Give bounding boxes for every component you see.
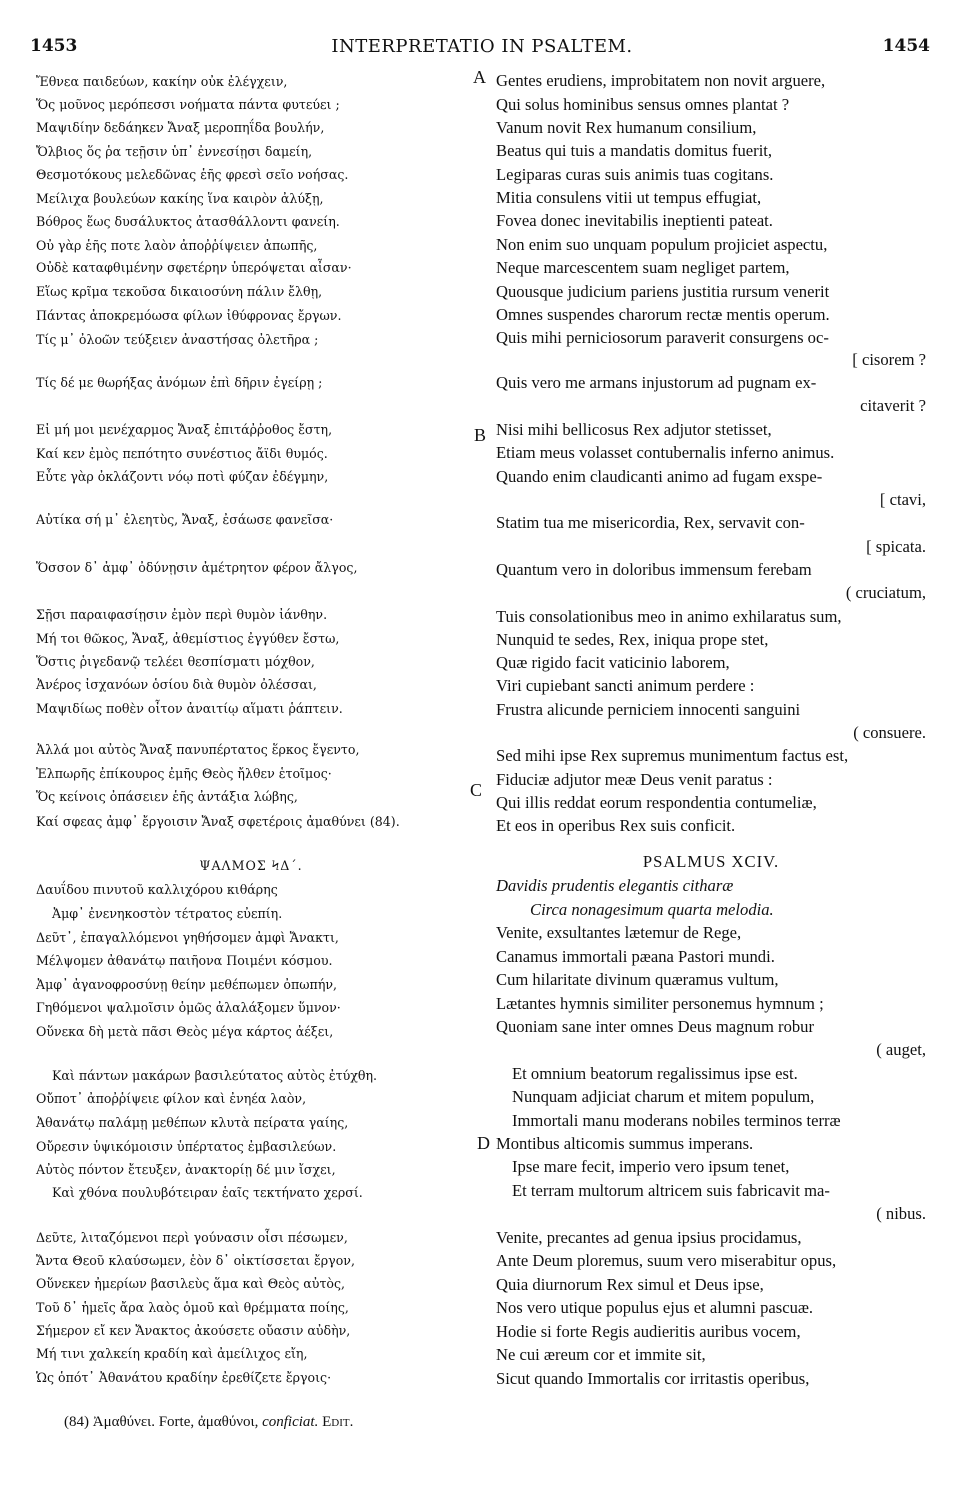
- latin-verse-line: Statim tua me misericordia, Rex, servavit con-: [496, 513, 805, 532]
- greek-verse-line: Αὐτίκα σή μ᾽ ἐλεητὺς, Ἄναξ, ἐσάωσε φανεῖσα·: [36, 512, 334, 527]
- latin-verse-line: Lætantes hymnis similiter personemus hymnum ;: [496, 994, 824, 1013]
- latin-verse-line: Quia diurnorum Rex simul et Deus ipse,: [496, 1275, 764, 1294]
- greek-verse-line: Μαψιδίην δεδάηκεν Ἄναξ μεροπηΐδα βουλήν,: [36, 120, 325, 135]
- latin-verse-line: Ne cui æreum cor et immite sit,: [496, 1345, 706, 1364]
- greek-verse-line: Ἀμφ᾽ ἀγανοφροσύνῃ θείην μεθέπωμεν ὀπωπήν,: [36, 977, 338, 992]
- latin-verse-line: Quæ rigido facit vaticinio laborem,: [496, 653, 730, 672]
- latin-verse-line: Nisi mihi bellicosus Rex adjutor stetisset,: [496, 420, 772, 439]
- latin-verse-line: Venite, exsultantes lætemur de Rege,: [496, 923, 742, 942]
- greek-verse-line: Μαψιδίως ποθὲν οἶτον ἀναιτίῳ αἵματι ῥάπτειν.: [36, 701, 343, 716]
- page-header: [0, 36, 964, 62]
- latin-verse-line: Quando enim claudicanti animo ad fugam exspe-: [496, 467, 823, 486]
- footnote-number: (84): [64, 1414, 89, 1430]
- latin-verse-line: Montibus alticomis summus imperans.: [496, 1134, 754, 1153]
- page-number-left: 1453: [30, 36, 78, 56]
- latin-verse-line: Quis vero me armans injustorum ad pugnam ex-: [496, 373, 817, 392]
- latin-verse-line: Nunquid te sedes, Rex, iniqua prope stet,: [496, 630, 769, 649]
- latin-verse-line: ( cruciatum,: [845, 583, 926, 602]
- greek-verse-line: Σῇσι παραιφασίῃσιν ἐμὸν περὶ θυμὸν ἰάνθην.: [36, 607, 328, 622]
- latin-verse-line: Gentes erudiens, improbitatem non novit arguere,: [496, 71, 826, 90]
- greek-verse-line: Ἀνέρος ἰσχανόων ὁσίου διὰ θυμὸν ὀλέσσαι,: [36, 677, 317, 692]
- greek-verse-line: Ἄντα Θεοῦ κλαύσωμεν, ἑὸν δ᾽ οἰκτίσσεται ἔργον,: [36, 1253, 355, 1268]
- latin-verse-line: Frustra alicunde perniciem innocenti sanguini: [496, 700, 801, 719]
- greek-verse-line: Τίς δέ με θωρήξας ἀνόμων ἐπὶ δῆριν ἐγείρῃ ;: [36, 375, 323, 390]
- latin-verse-line: Etiam meus volasset contubernalis inferno animus.: [496, 443, 835, 462]
- latin-verse-line: citaverit ?: [860, 396, 926, 415]
- latin-verse-line: Quoniam sane inter omnes Deus magnum robur: [496, 1017, 814, 1036]
- margin-marker-b: B: [474, 425, 487, 445]
- greek-verse-line: Οὔρεσιν ὑψικόμοισιν ὑπέρτατος ἐμβασιλεύων.: [36, 1139, 337, 1154]
- latin-verse-line: Davidis prudentis elegantis citharæ: [496, 876, 734, 895]
- latin-verse-line: Non enim suo unquam populum projiciet aspectu,: [496, 235, 828, 254]
- greek-verse-line: Καὶ χθόνα πουλυβότειραν ἑαῖς τεκτήνατο χερσί.: [52, 1185, 363, 1200]
- latin-verse-line: Omnes suspendes charorum rectæ mentis operum.: [496, 305, 830, 324]
- latin-verse-line: Quis mihi perniciosorum paraverit consurgens oc-: [496, 328, 829, 347]
- latin-verse-line: ( nibus.: [876, 1204, 926, 1223]
- latin-verse-line: Quousque judicium pariens justitia rursum venerit: [496, 282, 830, 301]
- greek-verse-line: Οὐδὲ καταφθιμένην σφετέρην ὑπερόψεται αἶσαν·: [36, 260, 352, 275]
- greek-verse-line: Ἀμφ᾽ ἐνενηκοστὸν τέτρατος εὐεπίη.: [52, 906, 283, 921]
- greek-verse-line: Δεῦτ᾽, ἐπαγαλλόμενοι γηθήσομεν ἀμφὶ Ἄνακτι,: [36, 930, 339, 945]
- greek-verse-line: Δεῦτε, λιταζόμενοι περὶ γούνασιν οἷσι πέσωμεν,: [36, 1230, 348, 1245]
- latin-verse-line: Tuis consolationibus meo in animo exhilaratus sum,: [496, 607, 842, 626]
- greek-verse-line: Οὕνεκεν ἠμερίων βασιλεὺς ἅμα καὶ Θεὸς αὐτὸς,: [36, 1276, 346, 1291]
- page-number-right: 1454: [882, 36, 930, 56]
- greek-verse-line: Καί σφεας ἀμφ᾽ ἔργοισιν Ἄναξ σφετέροις ἀμαθύνει (84).: [36, 814, 400, 829]
- latin-verse-line: Viri cupiebant sancti animum perdere :: [496, 676, 755, 695]
- latin-verse-line: Cum hilaritate divinum quæramus vultum,: [496, 970, 779, 989]
- greek-verse-line: Μή τινι χαλκείη κραδίη καὶ ἀμείλιχος εἴη,: [36, 1346, 308, 1361]
- latin-verse-line: Sicut quando Immortalis cor irritastis operibus,: [496, 1369, 810, 1388]
- latin-verse-line: Fiduciæ adjutor meæ Deus venit paratus :: [496, 770, 773, 789]
- latin-verse-line: Immortali manu moderans nobiles terminos terræ: [512, 1111, 841, 1130]
- latin-verse-line: Vanum novit Rex humanum consilium,: [496, 118, 757, 137]
- footnote-latin: conficiat.: [262, 1414, 319, 1430]
- latin-verse-line: Qui solus hominibus sensus omnes plantat ?: [496, 95, 790, 114]
- greek-verse-line: Θεσμοτόκους μελεδῶνας ἑῆς φρεσὶ σεῖο νοήσας.: [36, 167, 349, 182]
- footnote: [64, 1414, 353, 1431]
- greek-verse-line: Ἀλλά μοι αὐτὸς Ἄναξ πανυπέρτατος ἕρκος ἔγεντο,: [36, 742, 360, 757]
- greek-verse-line: Ὅς κείνοις ὀπάσειεν ἑῆς ἀντάξια λώβης,: [36, 789, 298, 804]
- margin-marker-a: A: [473, 67, 486, 87]
- latin-verse-line: PSALMUS XCIV.: [642, 852, 780, 871]
- latin-verse-line: Canamus immortali pæana Pastori mundi.: [496, 947, 775, 966]
- greek-verse-line: Αὐτὸς πόντον ἔτευξεν, ἀνακτορίῃ δέ μιν ἴσχει,: [36, 1162, 336, 1177]
- footnote-text: Forte,: [158, 1414, 195, 1430]
- greek-verse-line: ΨΑΛΜΟΣ ϞΔ΄.: [199, 858, 303, 873]
- greek-verse-line: Ὅς μοῦνος μερόπεσσι νοήματα πάντα φυτεύει ;: [36, 97, 340, 112]
- greek-verse-line: Πάντας ἀποκρεμόωσα φίλων ἰθύφρονας ἔργων.: [36, 308, 342, 323]
- greek-verse-line: Εἵως κρῖμα τεκοῦσα δικαιοσύνη πάλιν ἔλθῃ,: [36, 284, 323, 299]
- latin-verse-line: Ante Deum ploremus, suum vero miserabitur opus,: [496, 1251, 837, 1270]
- latin-verse-line: Nos vero utique populus ejus et alumni pascuæ.: [496, 1298, 814, 1317]
- greek-verse-line: Ἐλπωρῆς ἐπίκουρος ἐμῆς Θεὸς ἤλθεν ἑτοῖμος·: [36, 766, 332, 781]
- footnote-editor: Edit.: [322, 1414, 354, 1430]
- greek-verse-line: Ἔθνεα παιδεύων, κακίην οὐκ ἐλέγχειν,: [36, 74, 288, 89]
- footnote-greek: Ἀμαθύνει.: [92, 1414, 155, 1430]
- latin-verse-line: Et terram multorum altricem suis fabricavit ma-: [512, 1181, 830, 1200]
- margin-marker-d: D: [477, 1133, 490, 1153]
- greek-verse-line: Οὔποτ᾽ ἀποῤῥίψειε φίλον καὶ ἐνηέα λαὸν,: [36, 1091, 307, 1106]
- latin-verse-line: Mitia consulens vitii ut tempus effugiat,: [496, 188, 762, 207]
- latin-verse-line: Hodie si forte Regis audieritis auribus vocem,: [496, 1322, 801, 1341]
- greek-verse-line: Μέλψομεν ἀθανάτῳ παιῆονα Ποιμένι κόσμου.: [36, 953, 333, 968]
- latin-verse-line: Quantum vero in doloribus immensum ferebam: [496, 560, 812, 579]
- greek-verse-line: Καὶ πάντων μακάρων βασιλεύτατος αὐτὸς ἐτύχθη.: [52, 1068, 378, 1083]
- latin-verse-line: Nunquam adjiciat charum et mitem populum,: [512, 1087, 815, 1106]
- latin-verse-line: [ spicata.: [866, 537, 926, 556]
- running-title: INTERPRETATIO IN PSALTEM.: [331, 36, 633, 57]
- latin-verse-line: Fovea donec inevitabilis ineptienti pateat.: [496, 211, 773, 230]
- greek-verse-line: Τίς μ᾽ ὀλοῶν τεύξειεν ἀναστήσας ὀλετῆρα ;: [36, 332, 319, 347]
- latin-verse-line: [ cisorem ?: [852, 350, 926, 369]
- latin-verse-line: Et omnium beatorum regalissimus ipse est.: [512, 1064, 798, 1083]
- margin-marker-c: C: [470, 780, 483, 800]
- greek-verse-line: Τοῦ δ᾽ ἡμεῖς ἄρα λαὸς ὁμοῦ καὶ θρέμματα ποίης,: [36, 1300, 349, 1315]
- greek-verse-line: Σήμερον εἴ κεν Ἄνακτος ἀκούσετε οὔασιν αὐδὴν,: [36, 1323, 351, 1338]
- greek-verse-line: Οὐ γὰρ ἑῆς ποτε λαὸν ἀποῤῥίψειεν ἀπωπῆς,: [36, 238, 318, 253]
- latin-verse-line: Qui illis reddat eorum respondentia contumeliæ,: [496, 793, 817, 812]
- latin-verse-line: [ ctavi,: [879, 490, 926, 509]
- greek-verse-line: Βόθρος ἕως δυσάλυκτος ἀτασθάλλοντι φανείη.: [36, 214, 340, 229]
- latin-verse-line: Neque marcescentem suam negliget partem,: [496, 258, 790, 277]
- greek-verse-line: Ὅστις ῥιγεδανῷ τελέει θεσπίσματι μόχθον,: [36, 654, 315, 669]
- greek-verse-line: Ὅσσον δ᾽ ἀμφ᾽ ὀδύνῃσιν ἀμέτρητον φέρον ἄλγος,: [36, 560, 358, 575]
- greek-verse-line: Μείλιχα βουλεύων κακίης ἵνα καιρὸν ἀλύξῃ,: [36, 191, 324, 206]
- latin-verse-line: Beatus qui tuis a mandatis domitus fuerit,: [496, 141, 773, 160]
- greek-verse-line: Μή τοι θῶκος, Ἄναξ, ἀθεμίστιος ἐγγύθεν ἔστω,: [36, 631, 340, 646]
- latin-verse-line: Legiparas curas suis animis tuas cogitans.: [496, 165, 774, 184]
- greek-verse-line: Ἀθανάτῳ παλάμῃ μεθέπων κλυτὰ πείρατα γαίης,: [36, 1115, 349, 1130]
- latin-verse-line: ( auget,: [876, 1040, 926, 1059]
- latin-verse-line: ( consuere.: [853, 723, 926, 742]
- latin-verse-line: Circa nonagesimum quarta melodia.: [530, 900, 774, 919]
- greek-verse-line: Ὄλβιος ὅς ῥα τεῇσιν ὑπ᾽ ἐννεσίῃσι δαμείη,: [36, 144, 313, 159]
- greek-verse-line: Εὖτε γὰρ ὀκλάζοντι νόῳ ποτὶ φύζαν ἐδέγμην,: [36, 469, 329, 484]
- greek-verse-line: Δαυΐδου πινυτοῦ καλλιχόρου κιθάρης: [36, 882, 278, 897]
- latin-verse-line: Et eos in operibus Rex suis conficit.: [496, 816, 736, 835]
- footnote-greek-variant: ἀμαθύνοι,: [197, 1414, 259, 1430]
- latin-verse-line: Sed mihi ipse Rex supremus munimentum factus est,: [496, 746, 849, 765]
- greek-verse-line: Οὕνεκα δὴ μετὰ πᾶσι Θεὸς μέγα κάρτος ἀέξει,: [36, 1024, 334, 1039]
- latin-verse-line: Ipse mare fecit, imperio vero ipsum tenet,: [512, 1157, 790, 1176]
- latin-verse-line: Venite, precantes ad genua ipsius procidamus,: [496, 1228, 802, 1247]
- greek-verse-line: Γηθόμενοι ψαλμοῖσιν ὁμῶς ἀλαλάξομεν ὕμνον·: [36, 1000, 341, 1015]
- greek-verse-line: Εἰ μή μοι μενέχαρμος Ἄναξ ἐπιτάῤῥοθος ἔστη,: [36, 422, 333, 437]
- greek-verse-line: Καί κεν ἐμὸς πεπότητο συνέστιος ἄϊδι θυμός.: [36, 446, 328, 461]
- greek-verse-line: Ὡς ὁπότ᾽ Ἀθανάτου κραδίην ἐρεθίζετε ἔργοις·: [36, 1370, 332, 1385]
